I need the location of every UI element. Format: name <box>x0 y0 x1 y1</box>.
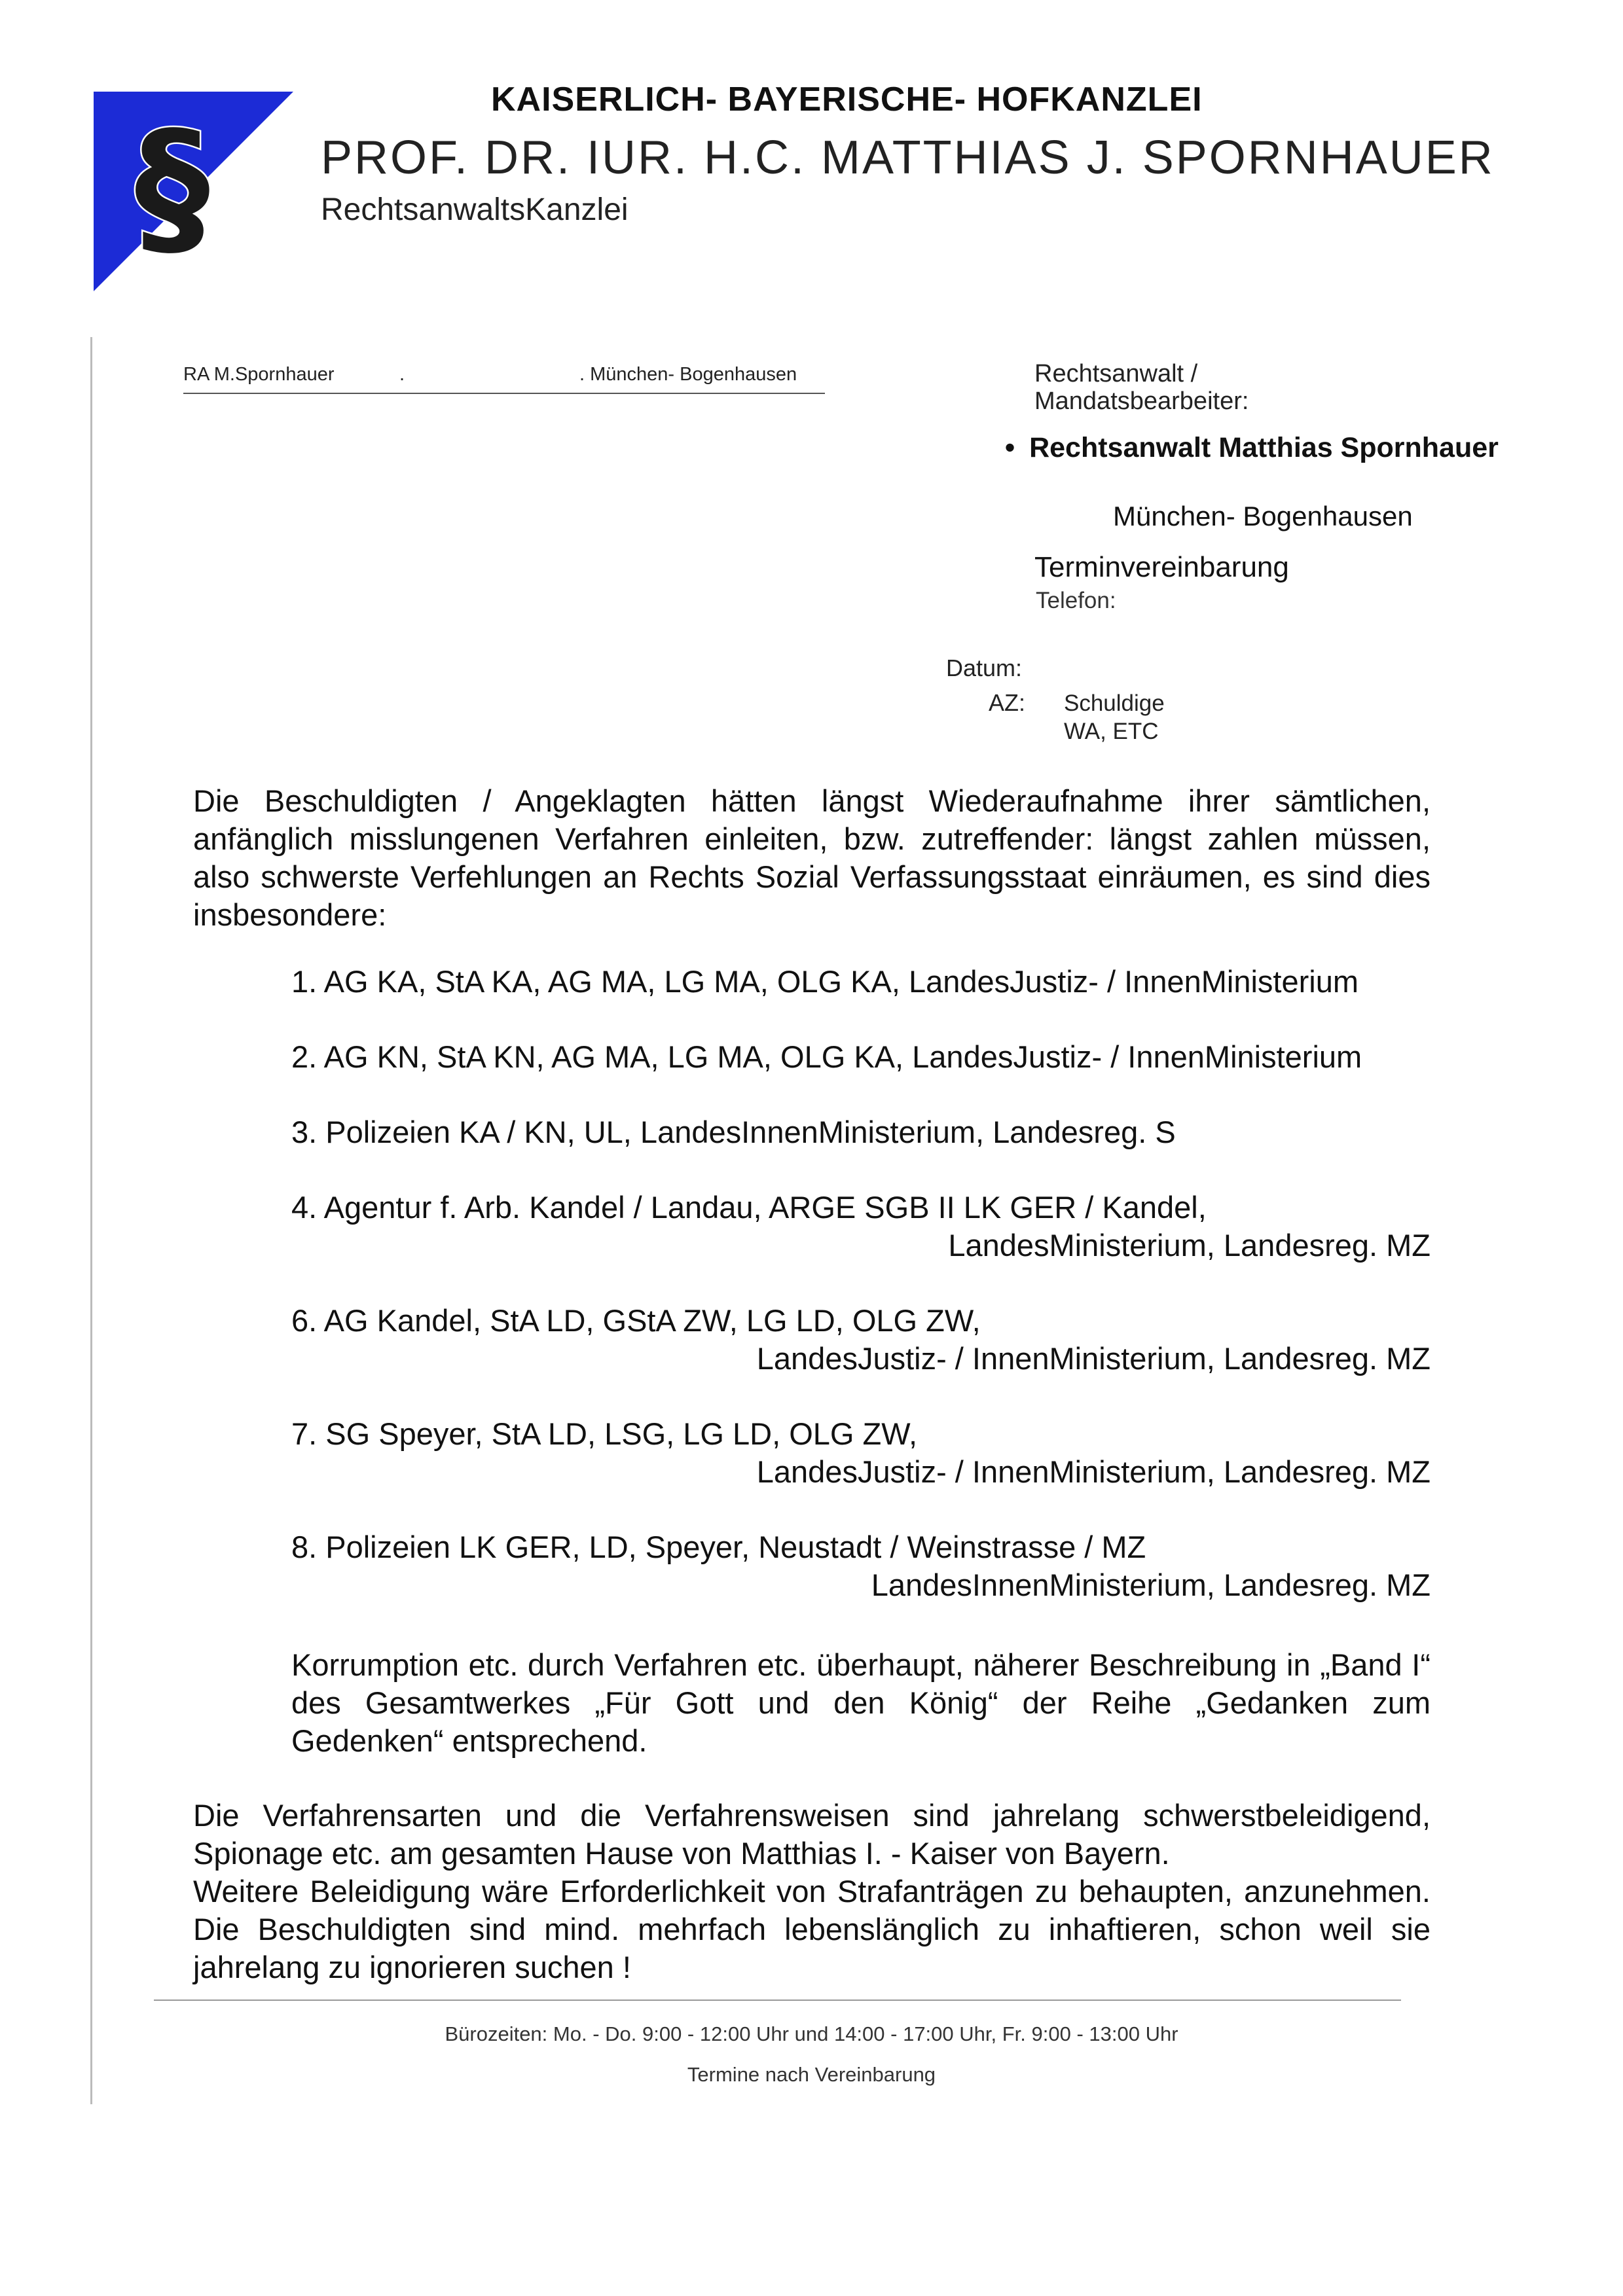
paragraph-icon: § <box>134 100 210 275</box>
lawyer-name <box>1005 432 1499 464</box>
bullet-icon: • <box>1005 432 1015 463</box>
list-item: 8. Polizeien LK GER, LD, Speyer, Neustadt / Weinstrasse / MZ <box>291 1530 1146 1564</box>
list-item-continuation: LandesJustiz- / InnenMinisterium, Landesreg. MZ <box>756 1341 1431 1376</box>
list-item: 7. SG Speyer, StA LD, LSG, LG LD, OLG ZW, <box>291 1416 918 1451</box>
firm-owner: PROF. DR. IUR. H.C. MATTHIAS J. SPORNHAUER <box>321 132 1495 184</box>
sender-place: . München- Bogenhausen <box>579 364 797 385</box>
footer-divider <box>154 2000 1401 2001</box>
date-label: Datum: <box>946 655 1023 681</box>
law-firm-logo <box>94 92 293 291</box>
closing-paragraph-2a: Die Verfahrensarten und die Verfahrensweisen sind jahrelang schwerstbeleidigend, Spionage etc. am gesamten Hause von Matthias I. - Kaiser von Bayern. <box>193 1798 1431 1871</box>
office-location: München- Bogenhausen <box>1113 501 1413 531</box>
lawyer-label: Rechtsanwalt / <box>1034 360 1198 387</box>
firm-subtitle: RechtsanwaltsKanzlei <box>321 192 629 227</box>
list-item-continuation: LandesJustiz- / InnenMinisterium, Landesreg. MZ <box>756 1454 1431 1489</box>
sender-separator: . <box>399 364 405 385</box>
list-item: 3. Polizeien KA / KN, UL, LandesInnenMinisterium, Landesreg. S <box>291 1115 1176 1149</box>
handler-label: Mandatsbearbeiter: <box>1034 387 1249 415</box>
reference-line-1: Schuldige <box>1064 691 1165 716</box>
appointment-label: Terminvereinbarung <box>1034 551 1289 583</box>
closing-paragraph-2b: Weitere Beleidigung wäre Erforderlichkeit von Strafanträgen zu behaupten, anzunehmen. Die Beschuldigten sind mind. mehrfach lebenslänglich zu inhaftieren, schon weil sie jahrelang zu ignorieren suchen ! <box>193 1874 1431 1984</box>
lawyer-name-text: Rechtsanwalt Matthias Spornhauer <box>1029 432 1499 463</box>
intro-paragraph: Die Beschuldigten / Angeklagten hätten längst Wiederaufnahme ihrer sämtlichen, anfänglich misslungenen Verfahren einleiten, bzw. zutreffender: längst zahlen müssen, also schwerste Verfehlungen an Rechts Sozial Verfassungsstaat einräumen, es sind dies insbesondere: <box>193 783 1431 932</box>
firm-title: KAISERLICH- BAYERISCHE- HOFKANZLEI <box>491 81 1203 118</box>
reference-label: AZ: <box>989 689 1026 716</box>
margin-rule <box>90 337 92 2104</box>
list-item: 1. AG KA, StA KA, AG MA, LG MA, OLG KA, LandesJustiz- / InnenMinisterium <box>291 964 1359 999</box>
list-item: 6. AG Kandel, StA LD, GStA ZW, LG LD, OLG ZW, <box>291 1303 981 1338</box>
closing-paragraph-2 <box>193 1797 1431 1986</box>
appointments-note: Termine nach Vereinbarung <box>687 2063 936 2086</box>
office-hours: Bürozeiten: Mo. - Do. 9:00 - 12:00 Uhr und 14:00 - 17:00 Uhr, Fr. 9:00 - 13:00 Uhr <box>445 2022 1178 2045</box>
closing-paragraph-1: Korrumption etc. durch Verfahren etc. überhaupt, näherer Beschreibung in „Band I“ des Gesamtwerkes „Für Gott und den König“ der Reihe „Gedanken zum Gedenken“ entsprechend. <box>291 1647 1431 1758</box>
list-item: 4. Agentur f. Arb. Kandel / Landau, ARGE SGB II LK GER / Kandel, <box>291 1190 1207 1225</box>
sender-return-line <box>183 360 825 394</box>
phone-label: Telefon: <box>1036 588 1116 613</box>
list-item-continuation: LandesInnenMinisterium, Landesreg. MZ <box>871 1568 1431 1602</box>
sender-name: RA M.Spornhauer <box>183 364 335 385</box>
list-item-continuation: LandesMinisterium, Landesreg. MZ <box>948 1228 1431 1263</box>
list-item: 2. AG KN, StA KN, AG MA, LG MA, OLG KA, LandesJustiz- / InnenMinisterium <box>291 1039 1362 1074</box>
reference-line-2: WA, ETC <box>1064 719 1159 744</box>
